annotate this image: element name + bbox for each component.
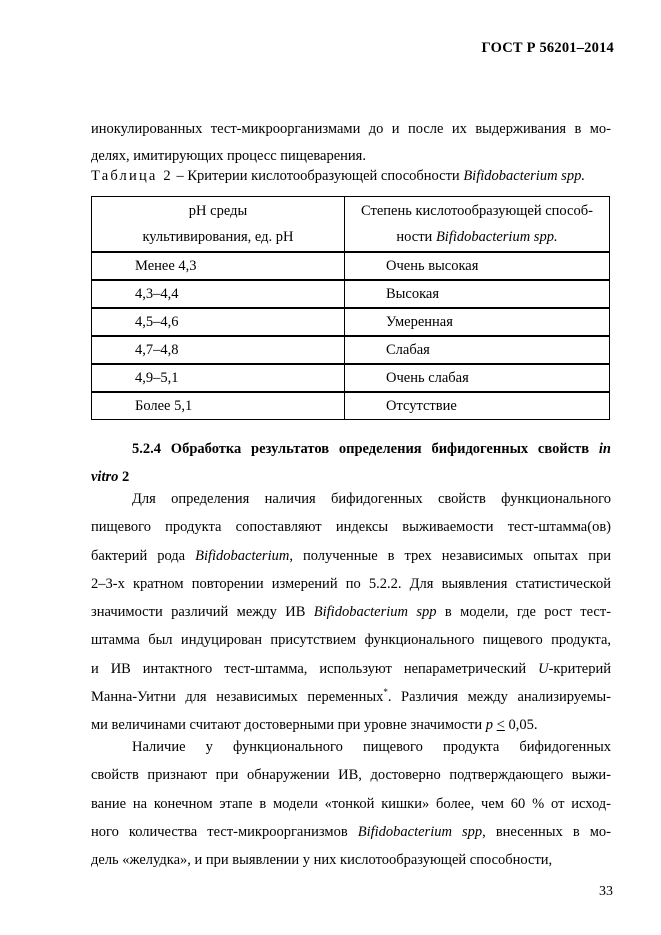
ph-cell: 4,3–4,4: [92, 280, 345, 308]
text-line: инокулированных тест-микроорганизмами до и после их выдерживания в мо-: [91, 121, 611, 137]
table-row: [92, 336, 610, 364]
paragraph-criteria: [91, 733, 611, 874]
text-line: делях, имитирующих процесс пищеварения.: [91, 148, 366, 164]
intro-paragraph: [91, 116, 611, 170]
paragraph-statistics: [91, 485, 611, 740]
header-line: культивирования, ед. pH: [142, 229, 294, 245]
table-row: [92, 308, 610, 336]
ph-cell: Более 5,1: [92, 392, 345, 420]
column-header-ph: [92, 197, 345, 253]
degree-cell: Очень высокая: [345, 252, 610, 280]
section-heading: [91, 435, 611, 491]
ph-cell: Менее 4,3: [92, 252, 345, 280]
header-line: Степень кислотообразующей способ-: [361, 203, 593, 219]
table-row: [92, 280, 610, 308]
degree-cell: Слабая: [345, 336, 610, 364]
ph-cell: 4,7–4,8: [92, 336, 345, 364]
table-header-row: [92, 197, 610, 253]
table-caption-italic: Bifidobacterium spp.: [463, 168, 585, 184]
table-row: [92, 392, 610, 420]
document-header: ГОСТ Р 56201–2014: [481, 40, 614, 56]
text-line: пищевого продукта сопоставляют индексы выживаемости тест-штамма(ов): [91, 519, 611, 536]
footnote-marker: *: [383, 687, 388, 698]
text-line: Наличие у функционального пищевого продукта бифидогенных: [132, 739, 611, 755]
page-number: 33: [599, 884, 613, 899]
text-line: значимости различий между ИВ Bifidobacterium spp в модели, где рост тест-: [91, 604, 611, 621]
section-title-italic: in: [598, 441, 611, 457]
text-line: ного количества тест-микроорганизмов Bifidobacterium spp, внесенных в мо-: [91, 823, 611, 840]
text-line: Для определения наличия бифидогенных свойств функционального: [132, 491, 611, 507]
text-line: и ИВ интактного тест-штамма, используют непараметрический U-критерий: [91, 660, 611, 677]
section-title-italic: vitro: [91, 469, 119, 485]
table-caption-label: Таблица 2: [91, 168, 173, 184]
section-title-suffix: 2: [118, 469, 130, 485]
table-caption: [91, 168, 585, 185]
text-line: свойств признают при обнаружении ИВ, достоверно подтверждающего выжи-: [91, 767, 611, 784]
header-line: pH среды: [188, 203, 248, 219]
text-line: штамма был индуцирован присутствием функционального пищевого продукта,: [91, 632, 611, 649]
text-line: 2–3-х кратном повторении измерений по 5.2.2. Для выявления статистической: [91, 575, 611, 592]
ph-cell: 4,5–4,6: [92, 308, 345, 336]
degree-cell: Очень слабая: [345, 364, 610, 392]
text-line: Манна-Уитни для независимых переменных*. Различия между анализируемы-: [91, 687, 612, 706]
table-row: [92, 252, 610, 280]
text-line: ми величинами считают достоверными при уровне значимости p < 0,05.: [91, 717, 538, 734]
column-header-degree: [345, 197, 610, 253]
text-line: бактерий рода Bifidobacterium, полученные в трех независимых опытах при: [91, 547, 611, 564]
section-title: 5.2.4 Обработка результатов определения бифидогенных свойств: [132, 441, 599, 457]
table-row: [92, 364, 610, 392]
header-line: ности: [396, 229, 436, 245]
degree-cell: Высокая: [345, 280, 610, 308]
degree-cell: Отсутствие: [345, 392, 610, 420]
degree-cell: Умеренная: [345, 308, 610, 336]
ph-cell: 4,9–5,1: [92, 364, 345, 392]
header-italic: Bifidobacterium spp.: [435, 229, 558, 245]
text-line: дель «желудка», и при выявлении у них кислотообразующей способности,: [91, 852, 553, 869]
table-caption-text: – Критерии кислотообразующей способности: [172, 168, 464, 184]
criteria-table: [91, 196, 610, 420]
text-line: вание на конечном этапе в модели «тонкой кишки» более, чем 60 % от исход-: [91, 795, 611, 812]
